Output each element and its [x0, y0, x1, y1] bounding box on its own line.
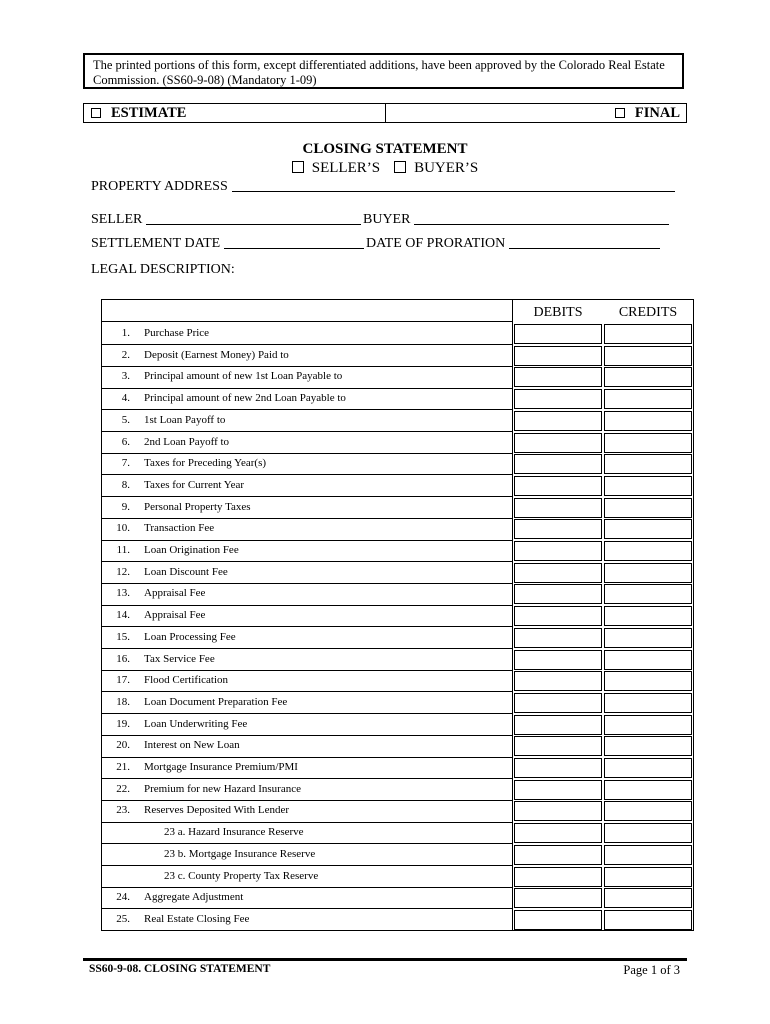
row-label: Flood Certification: [144, 674, 229, 687]
row-number: 10.: [116, 522, 130, 535]
table-row: [102, 909, 512, 931]
row-number: 2.: [121, 348, 130, 361]
row-number: 25.: [116, 912, 130, 925]
row-label: Principal amount of new 1st Loan Payable to: [144, 370, 343, 383]
row-label: Taxes for Preceding Year(s): [144, 457, 267, 470]
table-row: [102, 822, 512, 844]
approval-notice: [83, 53, 684, 89]
estimate-checkbox[interactable]: [91, 108, 101, 118]
estimate-final-bar: [83, 103, 687, 123]
table-row: [102, 388, 512, 410]
settlement-date-label: SETTLEMENT DATE: [91, 236, 221, 251]
credit-amount-cell[interactable]: [604, 867, 692, 887]
row-number: 1.: [121, 327, 130, 339]
row-number: 17.: [116, 674, 130, 687]
table-row: [102, 562, 512, 584]
row-label: Appraisal Fee: [144, 609, 206, 622]
footer-rule: [83, 958, 687, 961]
row-number: 15.: [116, 630, 130, 643]
credit-amount-cell[interactable]: [604, 606, 692, 626]
row-label: Reserves Deposited With Lender: [144, 804, 290, 817]
settlement-date-field: [91, 236, 364, 252]
table-row: [102, 844, 512, 866]
estimate-option[interactable]: [84, 104, 386, 122]
row-label: Loan Processing Fee: [144, 630, 236, 643]
debit-amount-cell[interactable]: [514, 910, 602, 930]
debit-amount-cell[interactable]: [514, 867, 602, 887]
row-label: 1st Loan Payoff to: [144, 413, 226, 426]
seller-input[interactable]: [146, 212, 361, 225]
row-label: Taxes for Current Year: [144, 478, 245, 491]
property-address-field: [91, 179, 675, 195]
credit-amount-cell[interactable]: [604, 411, 692, 431]
property-address-input[interactable]: [232, 179, 675, 192]
row-number: 9.: [121, 500, 130, 513]
table-row: [102, 432, 512, 454]
table-row: [102, 366, 512, 388]
credit-amount-cell[interactable]: [604, 888, 692, 908]
row-number: 11.: [116, 544, 130, 556]
debit-amount-cell[interactable]: [514, 606, 602, 626]
credit-amount-cell[interactable]: [604, 780, 692, 800]
table-row: [102, 475, 512, 497]
row-label: Transaction Fee: [144, 522, 215, 535]
row-number: 22.: [116, 782, 130, 795]
row-number: 6.: [121, 435, 130, 448]
debit-amount-cell[interactable]: [514, 498, 602, 518]
seller-label: SELLER: [91, 212, 143, 227]
row-label: Interest on New Loan: [144, 739, 240, 752]
table-row: [102, 453, 512, 475]
row-number: 5.: [121, 413, 130, 426]
row-number: 20.: [116, 739, 130, 752]
credit-amount-cell[interactable]: [604, 519, 692, 539]
debit-amount-cell[interactable]: [514, 628, 602, 648]
final-checkbox[interactable]: [615, 108, 625, 118]
table-row: [102, 714, 512, 736]
debit-amount-cell[interactable]: [514, 888, 602, 908]
credit-amount-cell[interactable]: [604, 693, 692, 713]
credit-amount-cell[interactable]: [604, 541, 692, 561]
table-row: [102, 670, 512, 692]
debit-amount-cell[interactable]: [514, 324, 602, 344]
table-row: [102, 583, 512, 605]
row-label: 2nd Loan Payoff to: [144, 435, 230, 448]
row-number: 14.: [116, 609, 130, 622]
table-row: [102, 497, 512, 519]
debit-amount-cell[interactable]: [514, 736, 602, 756]
credit-amount-cell[interactable]: [604, 801, 692, 821]
debit-amount-cell[interactable]: [514, 367, 602, 387]
credits-header: CREDITS: [618, 305, 678, 320]
final-label: FINAL: [634, 104, 680, 121]
debit-amount-cell[interactable]: [514, 389, 602, 409]
credit-amount-cell[interactable]: [604, 476, 692, 496]
table-row: [102, 866, 512, 888]
table-row: [102, 800, 512, 822]
debit-amount-cell[interactable]: [514, 563, 602, 583]
credit-amount-cell[interactable]: [604, 498, 692, 518]
approval-notice-line1: The printed portions of this form, except differentiated additions, have been approved by the Colorado Real Estate: [93, 58, 665, 72]
buyer-label: BUYER: [363, 212, 411, 227]
debit-amount-cell[interactable]: [514, 476, 602, 496]
table-row: [102, 605, 512, 627]
debit-amount-cell[interactable]: [514, 519, 602, 539]
credit-amount-cell[interactable]: [604, 367, 692, 387]
debit-amount-cell[interactable]: [514, 433, 602, 453]
table-row: [102, 649, 512, 671]
table-row: [102, 779, 512, 801]
debit-amount-cell[interactable]: [514, 715, 602, 735]
party-selector: [0, 160, 770, 177]
table-row: [102, 540, 512, 562]
row-label: 23 b. Mortgage Insurance Reserve: [164, 847, 316, 860]
property-address-label: PROPERTY ADDRESS: [91, 179, 228, 194]
row-number: 16.: [116, 652, 130, 665]
form-id: SS60-9-08. CLOSING STATEMENT: [89, 963, 271, 975]
credit-amount-cell[interactable]: [604, 563, 692, 583]
row-label: Loan Underwriting Fee: [144, 717, 248, 730]
debit-amount-cell[interactable]: [514, 346, 602, 366]
row-label: Personal Property Taxes: [144, 500, 251, 513]
table-row: [102, 887, 512, 909]
credit-amount-cell[interactable]: [604, 389, 692, 409]
seller-option-label: SELLER’S: [311, 160, 381, 176]
table-row: [102, 735, 512, 757]
credit-amount-cell[interactable]: [604, 715, 692, 735]
row-label: 23 c. County Property Tax Reserve: [164, 869, 319, 882]
row-label: 23 a. Hazard Insurance Reserve: [164, 826, 304, 839]
row-number: 3.: [121, 370, 130, 383]
credit-amount-cell[interactable]: [604, 454, 692, 474]
debit-amount-cell[interactable]: [514, 584, 602, 604]
buyer-input[interactable]: [414, 212, 669, 225]
table-row: [102, 518, 512, 540]
debit-amount-cell[interactable]: [514, 693, 602, 713]
table-row: [102, 410, 512, 432]
table-row: [102, 345, 512, 367]
row-label: Loan Document Preparation Fee: [144, 695, 288, 708]
row-label: Tax Service Fee: [144, 652, 215, 665]
row-number: 18.: [116, 695, 130, 708]
buyer-option-label: BUYER’S: [414, 160, 479, 176]
row-label: Loan Discount Fee: [144, 565, 228, 578]
credit-amount-cell[interactable]: [604, 346, 692, 366]
table-row: [102, 757, 512, 779]
row-number: 13.: [116, 587, 130, 600]
debit-amount-cell[interactable]: [514, 780, 602, 800]
approval-notice-line2: Commission. (SS60-9-08) (Mandatory 1-09): [93, 73, 317, 87]
row-number: 19.: [116, 717, 130, 730]
table-row: [102, 323, 512, 345]
credit-amount-cell[interactable]: [604, 650, 692, 670]
buyer-field: [363, 212, 669, 228]
credit-amount-cell[interactable]: [604, 910, 692, 930]
credit-amount-cell[interactable]: [604, 758, 692, 778]
debit-amount-cell[interactable]: [514, 671, 602, 691]
estimate-label: ESTIMATE: [111, 104, 187, 121]
row-label: Appraisal Fee: [144, 587, 206, 600]
row-number: 8.: [121, 478, 130, 491]
legal-description-label: LEGAL DESCRIPTION:: [91, 262, 235, 277]
debit-amount-cell[interactable]: [514, 845, 602, 865]
page-number: Page 1 of 3: [623, 963, 680, 977]
credit-amount-cell[interactable]: [604, 584, 692, 604]
debit-amount-cell[interactable]: [514, 650, 602, 670]
credit-amount-cell[interactable]: [604, 628, 692, 648]
row-label: Mortgage Insurance Premium/PMI: [144, 761, 298, 773]
buyer-checkbox[interactable]: [394, 161, 406, 173]
debit-amount-cell[interactable]: [514, 454, 602, 474]
header-rule: [102, 321, 512, 322]
credit-amount-cell[interactable]: [604, 671, 692, 691]
seller-field: [91, 212, 361, 228]
debit-amount-cell[interactable]: [514, 823, 602, 843]
settlement-date-input[interactable]: [224, 236, 364, 249]
table-row: [102, 627, 512, 649]
row-number: 24.: [116, 891, 130, 904]
final-option[interactable]: [386, 104, 686, 122]
row-rule: [102, 930, 512, 931]
row-label: Aggregate Adjustment: [144, 891, 244, 904]
proration-date-input[interactable]: [509, 236, 660, 249]
row-label: Deposit (Earnest Money) Paid to: [144, 348, 289, 361]
row-number: 7.: [121, 457, 130, 470]
column-divider: [512, 300, 513, 930]
proration-date-field: [366, 236, 660, 252]
form-title: CLOSING STATEMENT: [302, 141, 468, 157]
row-number: 12.: [116, 565, 130, 578]
closing-statement-table: [101, 299, 694, 931]
credit-amount-cell[interactable]: [604, 324, 692, 344]
debit-amount-cell[interactable]: [514, 758, 602, 778]
credit-amount-cell[interactable]: [604, 736, 692, 756]
debits-header: DEBITS: [533, 305, 583, 320]
proration-date-label: DATE OF PRORATION: [366, 236, 506, 251]
credit-amount-cell[interactable]: [604, 433, 692, 453]
seller-checkbox[interactable]: [292, 161, 304, 173]
row-label: Purchase Price: [144, 327, 210, 339]
row-number: 4.: [121, 392, 130, 405]
debit-amount-cell[interactable]: [514, 801, 602, 821]
row-number: 23.: [116, 804, 130, 817]
row-number: 21.: [116, 761, 130, 773]
row-label: Principal amount of new 2nd Loan Payable to: [144, 392, 346, 405]
table-row: [102, 692, 512, 714]
credit-amount-cell[interactable]: [604, 845, 692, 865]
row-label: Premium for new Hazard Insurance: [144, 782, 301, 795]
credit-amount-cell[interactable]: [604, 823, 692, 843]
debit-amount-cell[interactable]: [514, 541, 602, 561]
row-label: Loan Origination Fee: [144, 544, 239, 556]
debit-amount-cell[interactable]: [514, 411, 602, 431]
row-label: Real Estate Closing Fee: [144, 912, 250, 925]
